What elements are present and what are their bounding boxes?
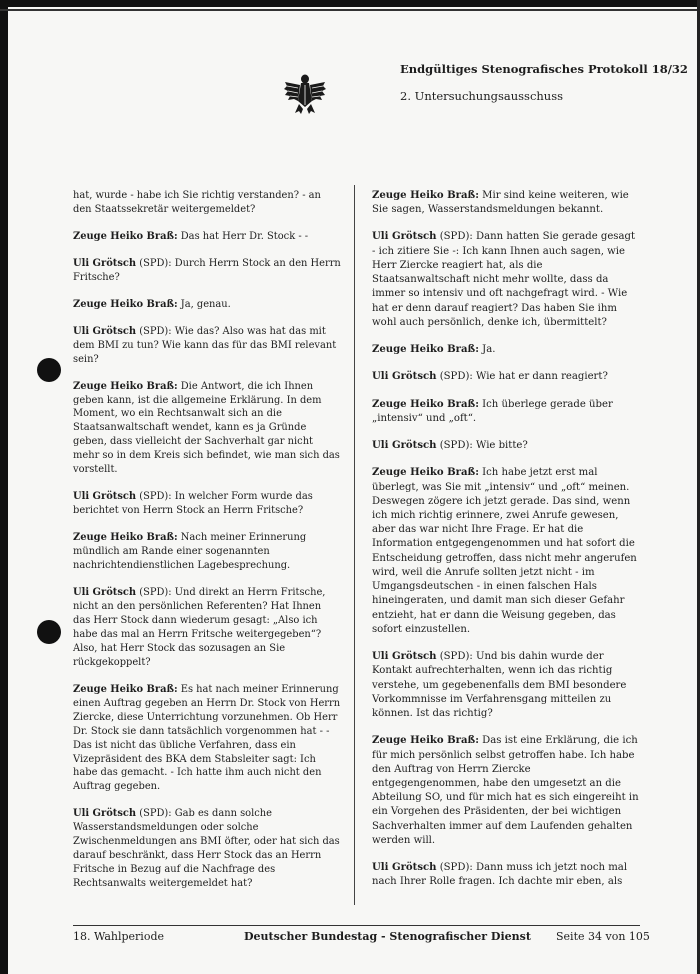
- speaker-name: Zeuge Heiko Braß:: [372, 190, 479, 201]
- statement-text: (SPD): Wie bitte?: [436, 440, 528, 452]
- speaker-name: Uli Grötsch: [73, 325, 137, 337]
- footer-period: 18. Wahlperiode: [73, 930, 165, 943]
- speaker-name: Uli Grötsch: [73, 491, 137, 503]
- speaker-name: Uli Grötsch: [73, 808, 137, 820]
- paragraph: [372, 466, 640, 637]
- statement-text: (SPD): Wie hat er dann reagiert?: [436, 371, 608, 383]
- statement-text: (SPD): Und direkt an Herrn Fritsche, nicht an den persönlichen Referenten? Hat Ihnen das Herr Stock dann wiederum gesagt: „Also ich habe das mal an Herrn Fritsche weitergegeben“? Also, hat Herr Stock das sozusagen an Sie rückgekoppelt?: [73, 587, 326, 668]
- statement-text: Ja, genau.: [177, 298, 231, 310]
- statement-text: (SPD): Durch Herrn Stock an den Herrn Fritsche?: [73, 257, 341, 283]
- speaker-name: Uli Grötsch: [372, 440, 437, 452]
- statement-text: (SPD): In welcher Form wurde das berichtet von Herrn Stock an Herrn Fritsche?: [73, 491, 313, 517]
- statement-text: (SPD): Gab es dann solche Wasserstandsmeldungen oder solche Zwischenmeldungen ans BMI öfter, oder hat sich das darauf beschränkt, dass Herr Stock das an Herrn Fritsche in Bezug auf die Nachfrage des Rechtsanwalts weitergemeldet hat?: [73, 808, 340, 890]
- speaker-name: Zeuge Heiko Braß:: [372, 344, 479, 356]
- right-column: [372, 189, 640, 903]
- statement-text: Die Antwort, die ich Ihnen geben kann, ist die allgemeine Erklärung. In dem Moment, wo ein Rechtsanwalt sich an die Staatsanwaltschaft wendet, kann es ja Gründe geben, dass vielleicht der Sachverhalt gar nicht mehr so in dem Kreis sich befindet, wie man sich das vorstellt.: [73, 380, 340, 476]
- paragraph: [372, 861, 640, 889]
- speaker-name: Uli Grötsch: [372, 651, 437, 663]
- paragraph: [372, 734, 640, 848]
- speaker-name: Zeuge Heiko Braß:: [73, 683, 178, 695]
- speaker-name: Zeuge Heiko Braß:: [73, 230, 178, 242]
- scan-border-left: [0, 0, 8, 974]
- paragraph: [73, 298, 341, 312]
- footer-page-number: Seite 34 von 105: [556, 930, 650, 943]
- column-divider: [354, 185, 355, 905]
- statement-text: Das hat Herr Dr. Stock - -: [177, 230, 309, 242]
- footer-rule: [73, 925, 640, 926]
- speaker-name: Uli Grötsch: [372, 371, 437, 383]
- scan-border-top: [0, 0, 700, 7]
- paragraph: [73, 586, 341, 670]
- paragraph: [73, 257, 341, 285]
- statement-text: hat, wurde - habe ich Sie richtig verstanden? - an den Staatssekretär weitergemeldet?: [73, 190, 321, 215]
- paragraph: [372, 370, 640, 384]
- footer-publisher: Deutscher Bundestag - Stenografischer Dienst: [244, 930, 531, 943]
- speaker-name: Uli Grötsch: [372, 862, 437, 874]
- paragraph: [73, 380, 341, 478]
- committee-name: 2. Untersuchungsausschuss: [400, 89, 564, 103]
- speaker-name: Uli Grötsch: [73, 257, 137, 269]
- paragraph: [372, 439, 640, 453]
- paragraph: [73, 325, 341, 367]
- paragraph: [73, 230, 341, 244]
- statement-text: Ja.: [478, 344, 496, 356]
- paragraph: [73, 490, 341, 518]
- paragraph: [372, 230, 640, 330]
- paragraph: [73, 531, 341, 573]
- paragraph: [73, 807, 341, 891]
- paragraph: [372, 343, 640, 357]
- speaker-name: Zeuge Heiko Braß:: [372, 398, 479, 410]
- speaker-name: Uli Grötsch: [372, 231, 437, 243]
- left-column: [73, 189, 341, 904]
- speaker-name: Zeuge Heiko Braß:: [73, 298, 178, 310]
- statement-text: Das ist eine Erklärung, die ich für mich persönlich selbst getroffen habe. Ich habe den Auftrag von Herrn Ziercke entgegengenommen, habe den umgesetzt an die Abteilung SO, und für mich hat es sich eingereiht in ein Vorgehen des Präsidenten, der bei wichtigen Sachverhalten immer auf dem Laufenden gehalten werden will.: [372, 735, 639, 846]
- statement-text: Nach meiner Erinnerung mündlich am Rande einer sogenannten nachrichtendienstlichen Lagebesprechung.: [73, 532, 307, 572]
- scan-border-top-line: [0, 9, 700, 11]
- statement-text: (SPD): Wie das? Also was hat das mit dem BMI zu tun? Wie kann das für das BMI relevant sein?: [73, 325, 337, 365]
- statement-text: Es hat nach meiner Erinnerung einen Auftrag gegeben an Herrn Dr. Stock von Herrn Ziercke, diese Unterrichtung vorzunehmen. Ob Herr Dr. Stock sie dann tatsächlich vorgenommen hat - - Das ist nicht das übliche Verfahren, dass ein Vizepräsident des BKA dem Stabsleiter sagt: Ich habe das gemacht. - Ich hatte ihm auch nicht den Auftrag gegeben.: [73, 683, 341, 793]
- punch-hole-upper: [37, 358, 61, 382]
- paragraph: [73, 683, 341, 795]
- paragraph: [372, 398, 640, 426]
- paragraph: [372, 650, 640, 721]
- statement-text: (SPD): Dann muss ich jetzt noch mal nach Ihrer Rolle fragen. Ich dachte mir eben, als: [372, 862, 628, 888]
- statement-text: (SPD): Dann hatten Sie gerade gesagt - ich zitiere Sie -: Ich kann Ihnen auch sagen, wie Herr Ziercke reagiert hat, als die Staatsanwaltschaft nicht mehr wollte, dass da immer so intensiv und oft nachgefragt wird. - Wie hat er denn darauf reagiert? Das haben Sie ihm wohl auch persönlich, denke ich, übermittelt?: [372, 231, 636, 328]
- statement-text: Ich überlege gerade über „intensiv“ und „oft“.: [372, 398, 613, 424]
- speaker-name: Uli Grötsch: [73, 587, 137, 599]
- paragraph: [73, 189, 341, 217]
- protocol-title: Endgültiges Stenografisches Protokoll 18/32: [400, 62, 688, 76]
- speaker-name: Zeuge Heiko Braß:: [73, 380, 178, 392]
- speaker-name: Zeuge Heiko Braß:: [372, 467, 479, 479]
- speaker-name: Zeuge Heiko Braß:: [73, 532, 178, 544]
- statement-text: Ich habe jetzt erst mal überlegt, was Sie mit „intensiv“ und „oft“ meinen. Deswegen zögere ich jetzt gerade. Das sind, wenn ich mich richtig erinnere, zwei Anrufe gewesen, aber das war nicht Ihre Frage. Er hat die Information entgegengenommen und hat sofort die Entscheidung getroffen, dass nicht mehr angerufen wird, weil die Anrufe sollten jetzt nicht - im Umgangsdeutschen - in einen falschen Hals hineingeraten, und damit man sich dieser Gefahr entzieht, hat er dann die Weisung gegeben, das sofort einzustellen.: [372, 467, 637, 635]
- statement-text: Mir sind keine weiteren, wie Sie sagen, Wasserstandsmeldungen bekannt.: [372, 190, 629, 216]
- speaker-name: Zeuge Heiko Braß:: [372, 735, 479, 747]
- bundestag-eagle-icon: [283, 73, 327, 115]
- punch-hole-lower: [37, 620, 61, 644]
- paragraph: [372, 189, 640, 217]
- statement-text: (SPD): Und bis dahin wurde der Kontakt aufrechterhalten, wenn ich das richtig verstehe, um gegebenenfalls dem BMI besondere Vorkommnisse im Verfahrensgang mitteilen zu können. Ist das richtig?: [372, 651, 627, 720]
